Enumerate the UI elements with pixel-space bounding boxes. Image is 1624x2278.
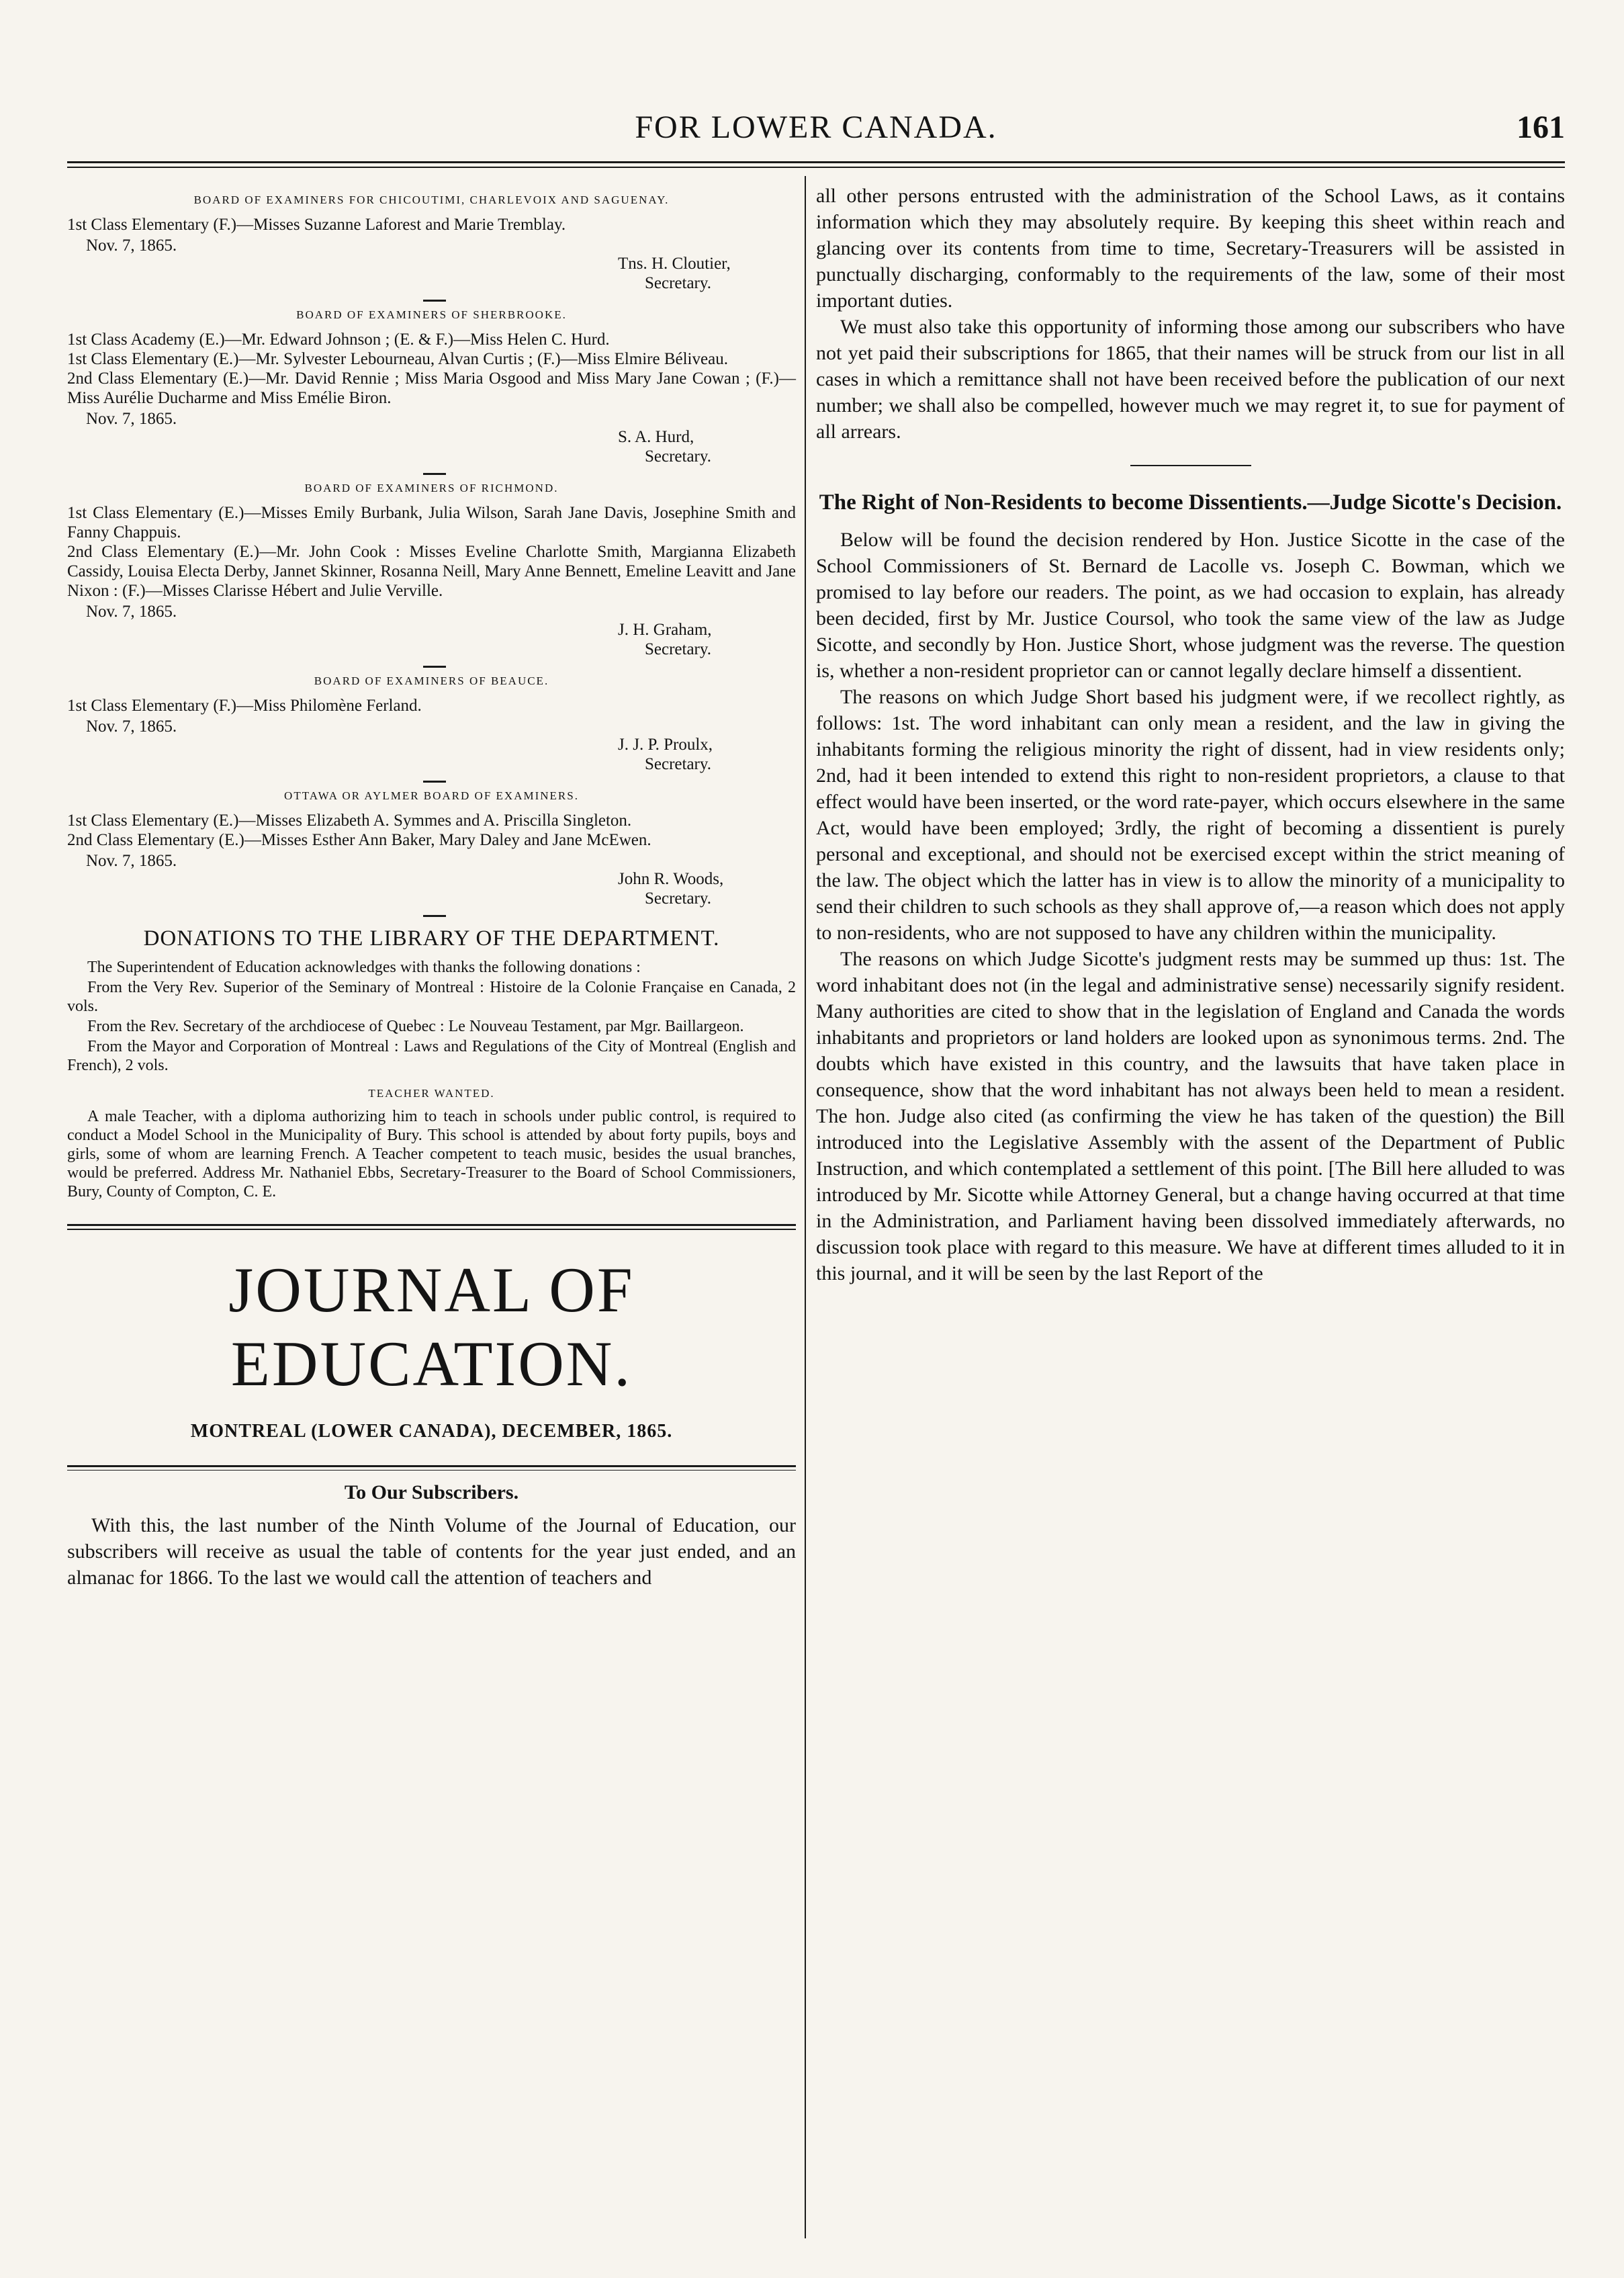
board-entry: 1st Class Elementary (E.)—Misses Elizabeth A. Symmes and A. Priscilla Singleton.	[67, 812, 632, 830]
column-divider	[805, 176, 806, 2238]
signer-role: Secretary.	[645, 889, 712, 908]
article-paragraph: The reasons on which Judge Short based his judgment were, if we recollect rightly, as follows: 1st. The word inhabitant can only mean a resident, and the law in giving the inhabitants forming the religious minority the right of dissent, had in view residents only; 2nd, had it been intended to extend this right to non-resident proprietors, a clause to that effect would have been inserted, or the word rate-payer, which occurs elsewhere in the same Act, would have been employed; 3rdly, the right of becoming a dissentient is purely personal and exceptional, and should not be exercised except within the strict meaning of the law. The object which the latter has in view is to allow the minority of a municipality to send their children to such schools as they shall approve of,—a reason which does not apply to non-residents, who are not supposed to have any children within the municipality.	[816, 686, 1565, 944]
signer-name: Tns. H. Cloutier,	[618, 255, 731, 273]
board-entry: 2nd Class Elementary (E.)—Mr. David Rennie ; Miss Maria Osgood and Miss Mary Jane Cowan ; (F.)—Miss Aurélie Ducharme and Miss Emélie Biron.	[67, 369, 796, 407]
teacher-wanted-text: A male Teacher, with a diploma authorizing him to teach in schools under public control, is required to conduct a Model School in the Municipality of Bury. This school is attended by about forty pupils, boys and girls, some of whom are learning French. A Teacher competent to teach music, besides the usual branches, would be preferred. Address Mr. Nathaniel Ebbs, Secretary-Treasurer to the Board of School Commissioners, Bury, County of Compton, C. E.	[67, 1108, 796, 1200]
journal-dateline: MONTREAL (LOWER CANADA), DECEMBER, 1865.	[190, 1420, 673, 1442]
separator-dash	[423, 781, 446, 783]
board-entry: 1st Class Elementary (E.)—Misses Emily Burbank, Julia Wilson, Sarah Jane Davis, Josephine Smith and Fanny Chappuis.	[67, 504, 796, 541]
donations-paragraph: From the Very Rev. Superior of the Seminary of Montreal : Histoire de la Colonie Française en Canada, 2 vols.	[67, 979, 796, 1015]
board-signature	[618, 620, 796, 659]
running-title: FOR LOWER CANADA.	[635, 109, 997, 145]
board-date: Nov. 7, 1865.	[86, 717, 177, 736]
board-entry: 1st Class Academy (E.)—Mr. Edward Johnson ; (E. & F.)—Miss Helen C. Hurd.	[67, 331, 610, 349]
board-entry: 2nd Class Elementary (E.)—Mr. John Cook : Misses Eveline Charlotte Smith, Margianna Elizabeth Cassidy, Louisa Electa Derby, Jannet Skinner, Rosanna Neill, Mary Anne Bennett, Emeline Leavitt and Jane Nixon : (F.)—Misses Clarisse Hébert and Julie Verville.	[67, 543, 796, 600]
subscribers-continued: all other persons entrusted with the administration of the School Laws, as it contains information which they may absolutely require. By keeping this sheet within reach and glancing over its contents from time to time, Secretary-Treasurers will be assisted in punctually discharging, conformably to the requirements of the law, some of their most important duties.	[816, 185, 1565, 312]
board-heading: BOARD OF EXAMINERS OF SHERBROOKE.	[296, 308, 567, 321]
board-entry: 1st Class Elementary (F.)—Miss Philomène Ferland.	[67, 697, 422, 715]
subscribers-heading: To Our Subscribers.	[344, 1481, 519, 1503]
separator-dash	[423, 473, 446, 475]
donations-paragraph: From the Mayor and Corporation of Montreal : Laws and Regulations of the City of Montreal (English and French), 2 vols.	[67, 1038, 796, 1074]
teacher-wanted-heading: TEACHER WANTED.	[368, 1087, 495, 1100]
donations-paragraph: The Superintendent of Education acknowledges with thanks the following donations :	[87, 959, 641, 976]
board-heading: BOARD OF EXAMINERS FOR CHICOUTIMI, CHARLEVOIX AND SAGUENAY.	[193, 193, 670, 206]
board-entry: 1st Class Elementary (E.)—Mr. Sylvester Lebourneau, Alvan Curtis ; (F.)—Miss Elmire Béliveau.	[67, 350, 728, 368]
article-separator	[1130, 465, 1251, 466]
article-paragraph: Below will be found the decision rendered by Hon. Justice Sicotte in the case of the School Commissioners of St. Bernard de Lacolle vs. Joseph C. Bowman, which we promised to lay before our readers. The point, as we had occasion to explain, has already been decided, first by Mr. Justice Coursol, who took the same view of the law as Judge Sicotte, and secondly by Hon. Justice Short, whose judgment was the reverse. The question is, whether a non-resident proprietor can or cannot legally declare himself a dissentient.	[816, 529, 1565, 682]
board-entry: 1st Class Elementary (F.)—Misses Suzanne Laforest and Marie Tremblay.	[67, 216, 566, 234]
subscribers-text: With this, the last number of the Ninth Volume of the Journal of Education, our subscribers will receive as usual the table of contents for the year just ended, and an almanac for 1866. To the last we would call the attention of teachers and	[67, 1514, 796, 1589]
journal-masthead: JOURNAL OF EDUCATION.	[228, 1254, 635, 1399]
left-column	[67, 187, 796, 1591]
board-date: Nov. 7, 1865.	[86, 410, 177, 428]
dateline-rule	[67, 1465, 796, 1467]
subscribers-continued: We must also take this opportunity of informing those among our subscribers who have not yet paid their subscriptions for 1865, that their names will be struck from our list in all cases in which a remittance shall not have been received before the publication of our next number; we shall also be compelled, however much we may regret it, to sue for payment of all arrears.	[816, 316, 1565, 443]
board-date: Nov. 7, 1865.	[86, 852, 177, 870]
signer-name: John R. Woods,	[618, 870, 724, 888]
board-chicoutimi	[67, 193, 796, 293]
dateline-rule-thin	[67, 1470, 796, 1471]
board-heading: BOARD OF EXAMINERS OF BEAUCE.	[314, 674, 549, 687]
separator-dash	[423, 666, 446, 668]
board-date: Nov. 7, 1865.	[86, 236, 177, 255]
board-signature	[618, 427, 796, 466]
board-richmond	[67, 482, 796, 659]
board-heading: OTTAWA OR AYLMER BOARD OF EXAMINERS.	[284, 789, 579, 802]
board-sherbrooke	[67, 308, 796, 466]
separator-dash	[423, 915, 446, 917]
board-heading: BOARD OF EXAMINERS OF RICHMOND.	[304, 482, 559, 494]
signer-role: Secretary.	[645, 447, 712, 466]
board-entry: 2nd Class Elementary (E.)—Misses Esther Ann Baker, Mary Daley and Jane McEwen.	[67, 831, 651, 849]
board-beauce	[67, 674, 796, 774]
masthead-rule-top-thin	[67, 1229, 796, 1230]
board-signature	[618, 735, 796, 774]
signer-name: S. A. Hurd,	[618, 428, 694, 446]
board-date: Nov. 7, 1865.	[86, 603, 177, 621]
donations-paragraph: From the Rev. Secretary of the archdiocese of Quebec : Le Nouveau Testament, par Mgr. Baillargeon.	[87, 1018, 744, 1035]
running-head	[67, 101, 1565, 155]
board-signature	[618, 869, 796, 908]
page-number: 161	[1517, 109, 1565, 145]
header-rule-thin	[67, 167, 1565, 168]
signer-role: Secretary.	[645, 755, 712, 773]
article-paragraph: The reasons on which Judge Sicotte's judgment rests may be summed up thus: 1st. The word inhabitant does not (in the legal and administrative sense) necessarily signify resident. Many authorities are cited to show that in the legislation of England and Canada the words inhabitants and proprietors or land holders are looked upon as synonimous terms. 2nd. The doubts which have existed in this country, and the lawsuits that have taken place in consequence, show that the word inhabitant has not always been held to mean a resident. The hon. Judge also cited (as confirming the view he has taken of the question) the Bill introduced into the Legislative Assembly with the assent of the Department of Public Instruction, and which contemplated a settlement of this point. [The Bill here alluded to was introduced by Mr. Sicotte while Attorney General, but a change having occurred at that time in the Administration, and Parliament having been dissolved immediately afterwards, no discussion took place with regard to this measure. We have at different times alluded to it in this journal, and it will be seen by the last Report of the	[816, 948, 1565, 1284]
article-heading: The Right of Non-Residents to become Dissentients.—Judge Sicotte's Decision.	[819, 490, 1562, 515]
separator-dash	[423, 300, 446, 302]
board-signature	[618, 254, 796, 293]
signer-name: J. H. Graham,	[618, 621, 712, 639]
right-column	[816, 183, 1565, 1286]
board-ottawa	[67, 789, 796, 908]
signer-role: Secretary.	[645, 274, 712, 292]
donations-heading: DONATIONS TO THE LIBRARY OF THE DEPARTMENT.	[143, 926, 720, 951]
header-rule	[67, 161, 1565, 163]
signer-role: Secretary.	[645, 640, 712, 658]
signer-name: J. J. P. Proulx,	[618, 736, 713, 754]
masthead-rule-top	[67, 1224, 796, 1226]
